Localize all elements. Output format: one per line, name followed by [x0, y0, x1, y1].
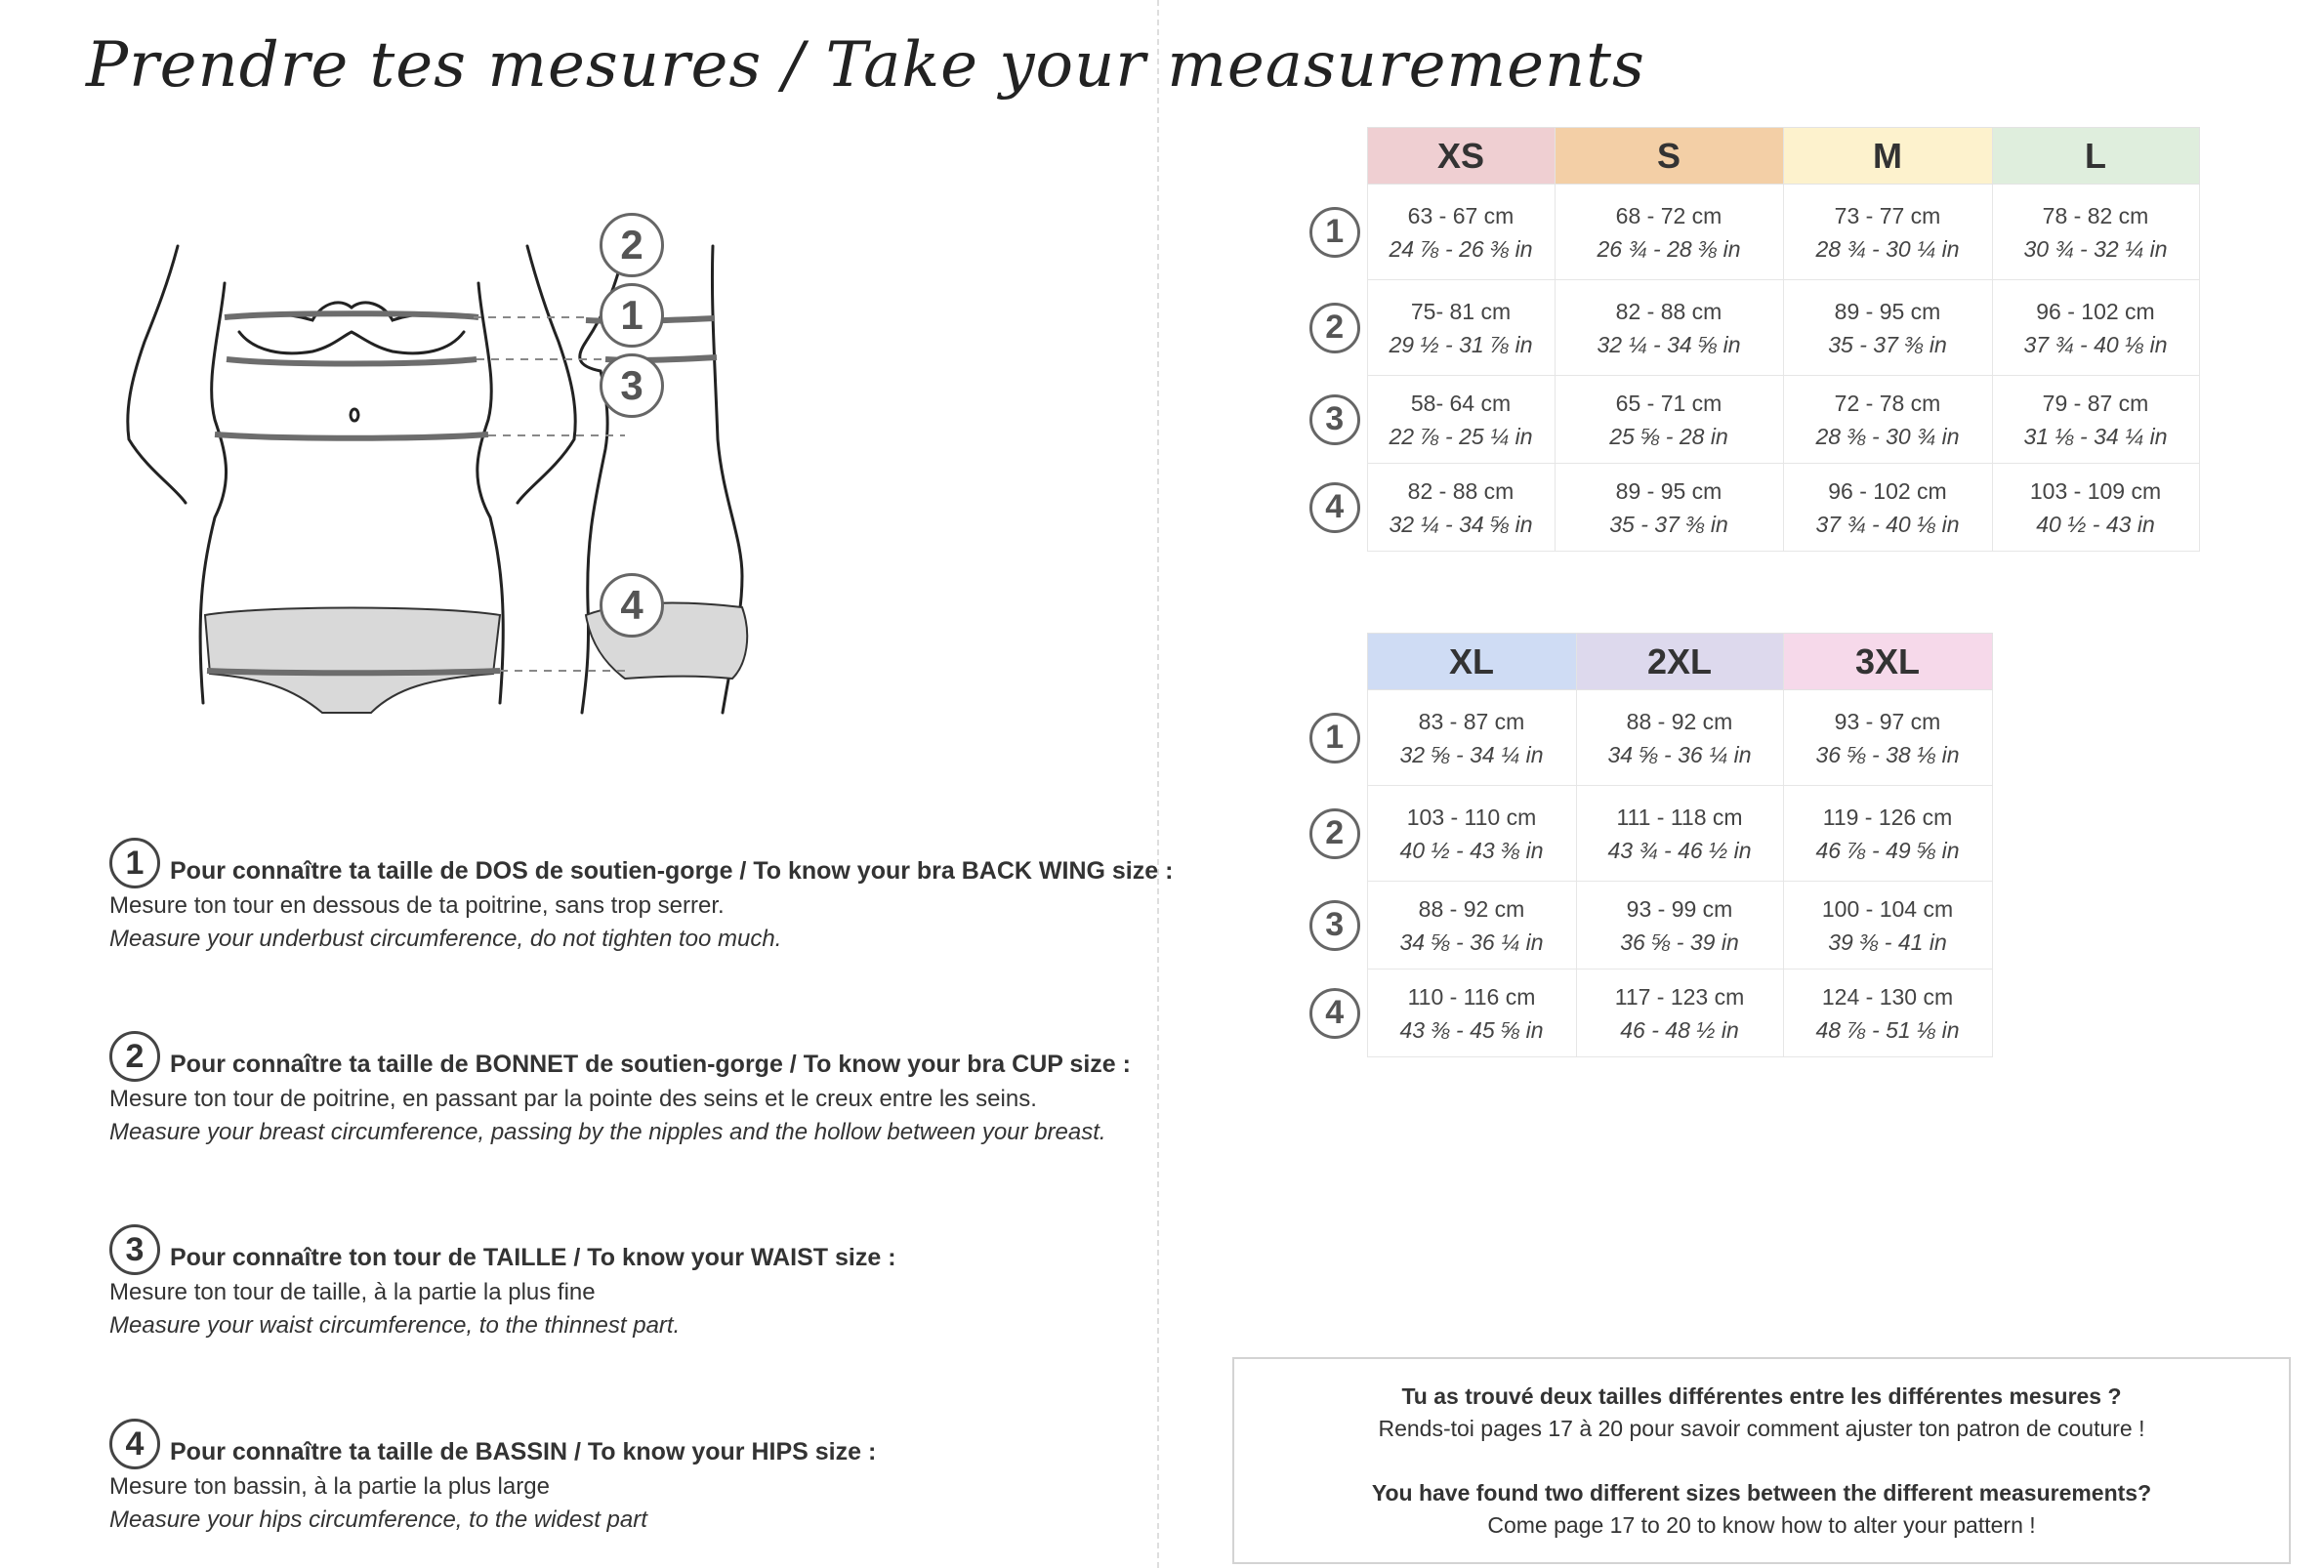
front-briefs	[205, 608, 500, 714]
instruction-number-4: 4	[109, 1419, 160, 1469]
table-row	[1308, 464, 2199, 552]
table-cell: 110 - 116 cm 43 ⅜ - 45 ⅝ in	[1367, 970, 1576, 1057]
figure-marker-3: 3	[600, 353, 664, 418]
size-header-m: M	[1783, 128, 1992, 185]
row-marker-2: 2	[1309, 303, 1360, 353]
table-row	[1308, 185, 2199, 280]
table-cell: 82 - 88 cm 32 ¼ - 34 ⅝ in	[1367, 464, 1555, 552]
table-cell: 68 - 72 cm 26 ¾ - 28 ⅜ in	[1555, 185, 1783, 280]
table-cell: 78 - 82 cm 30 ¾ - 32 ¼ in	[1992, 185, 2199, 280]
size-table-xl-3xl	[1308, 633, 1993, 1057]
row-marker-2: 2	[1309, 808, 1360, 859]
table-cell: 96 - 102 cm 37 ¾ - 40 ⅛ in	[1783, 464, 1992, 552]
size-table-xs-l	[1308, 127, 2200, 552]
table-cell: 63 - 67 cm 24 ⅞ - 26 ⅜ in	[1367, 185, 1555, 280]
size-header-l: L	[1992, 128, 2199, 185]
instruction-text-fr: Mesure ton tour de taille, à la partie la plus fine	[109, 1279, 596, 1305]
note-text-fr: Rends-toi pages 17 à 20 pour savoir comment ajuster ton patron de couture !	[1378, 1416, 2145, 1441]
row-marker-1: 1	[1309, 713, 1360, 763]
figure-marker-4: 4	[600, 573, 664, 638]
table-cell: 96 - 102 cm 37 ¾ - 40 ⅛ in	[1992, 280, 2199, 376]
size-header-xl: XL	[1367, 634, 1576, 690]
table-cell: 82 - 88 cm 32 ¼ - 34 ⅝ in	[1555, 280, 1783, 376]
instruction-number-1: 1	[109, 838, 160, 888]
front-line-4	[207, 671, 500, 673]
front-line-2	[225, 313, 478, 317]
table-cell: 111 - 118 cm 43 ¾ - 46 ½ in	[1576, 786, 1783, 882]
table-cell: 73 - 77 cm 28 ¾ - 30 ¼ in	[1783, 185, 1992, 280]
table-row	[1308, 376, 2199, 464]
row-marker-4: 4	[1309, 482, 1360, 533]
row-marker-1: 1	[1309, 207, 1360, 258]
instruction-heading: Pour connaître ta taille de BONNET de soutien-gorge / To know your bra CUP size :	[170, 1051, 1131, 1078]
size-header-2xl: 2XL	[1576, 634, 1783, 690]
instruction-heading: Pour connaître ton tour de TAILLE / To know your WAIST size :	[170, 1244, 896, 1271]
page-divider	[1157, 0, 1159, 1568]
table-cell: 103 - 110 cm 40 ½ - 43 ⅜ in	[1367, 786, 1576, 882]
table-cell: 124 - 130 cm 48 ⅞ - 51 ⅛ in	[1783, 970, 1992, 1057]
table-cell: 65 - 71 cm 25 ⅝ - 28 in	[1555, 376, 1783, 464]
table-cell: 89 - 95 cm 35 - 37 ⅜ in	[1555, 464, 1783, 552]
instruction-text-fr: Mesure ton tour de poitrine, en passant par la pointe des seins et le creux entre les seins.	[109, 1086, 1037, 1112]
table-cell: 83 - 87 cm 32 ⅝ - 34 ¼ in	[1367, 690, 1576, 786]
instruction-1	[109, 840, 1174, 953]
front-line-3	[215, 434, 488, 438]
table-cell: 88 - 92 cm 34 ⅝ - 36 ¼ in	[1576, 690, 1783, 786]
table-cell: 117 - 123 cm 46 - 48 ½ in	[1576, 970, 1783, 1057]
table-cell: 72 - 78 cm 28 ⅜ - 30 ¾ in	[1783, 376, 1992, 464]
body-measurement-illustration	[117, 222, 957, 722]
instruction-number-3: 3	[109, 1224, 160, 1275]
note-box	[1232, 1357, 2291, 1564]
table-row	[1308, 970, 1992, 1057]
instruction-number-2: 2	[109, 1031, 160, 1082]
instruction-heading: Pour connaître ta taille de BASSIN / To know your HIPS size :	[170, 1438, 877, 1465]
row-marker-3: 3	[1309, 900, 1360, 951]
page-title: Prendre tes mesures / Take your measurements	[86, 29, 1645, 102]
table-row	[1308, 882, 1992, 970]
table-cell: 75- 81 cm 29 ½ - 31 ⅞ in	[1367, 280, 1555, 376]
figure-marker-2: 2	[600, 213, 664, 277]
table-cell: 89 - 95 cm 35 - 37 ⅜ in	[1783, 280, 1992, 376]
instruction-text-en: Measure your hips circumference, to the widest part	[109, 1506, 647, 1533]
size-header-3xl: 3XL	[1783, 634, 1992, 690]
row-marker-4: 4	[1309, 988, 1360, 1039]
note-title-fr: Tu as trouvé deux tailles différentes entre les différentes mesures ?	[1401, 1383, 2122, 1409]
instruction-text-fr: Mesure ton bassin, à la partie la plus large	[109, 1473, 550, 1500]
table-cell: 93 - 97 cm 36 ⅝ - 38 ⅛ in	[1783, 690, 1992, 786]
table-cell: 103 - 109 cm 40 ½ - 43 in	[1992, 464, 2199, 552]
note-text-en: Come page 17 to 20 to know how to alter your pattern !	[1487, 1512, 2036, 1538]
table-cell: 119 - 126 cm 46 ⅞ - 49 ⅝ in	[1783, 786, 1992, 882]
body-figure-svg	[117, 244, 957, 722]
table-row	[1308, 690, 1992, 786]
row-marker-3: 3	[1309, 394, 1360, 445]
instruction-4	[109, 1421, 1086, 1534]
instruction-3	[109, 1226, 1086, 1340]
table-cell: 93 - 99 cm 36 ⅝ - 39 in	[1576, 882, 1783, 970]
table-cell: 100 - 104 cm 39 ⅜ - 41 in	[1783, 882, 1992, 970]
instruction-text-en: Measure your waist circumference, to the thinnest part.	[109, 1312, 681, 1339]
table-cell: 88 - 92 cm 34 ⅝ - 36 ¼ in	[1367, 882, 1576, 970]
instruction-heading: Pour connaître ta taille de DOS de soutien-gorge / To know your bra BACK WING size :	[170, 857, 1174, 885]
instruction-text-en: Measure your underbust circumference, do not tighten too much.	[109, 926, 782, 952]
instruction-2	[109, 1033, 1131, 1146]
table-row	[1308, 786, 1992, 882]
table-cell: 58- 64 cm 22 ⅞ - 25 ¼ in	[1367, 376, 1555, 464]
note-title-en: You have found two different sizes between the different measurements?	[1371, 1480, 2152, 1506]
table-row	[1308, 280, 2199, 376]
size-header-xs: XS	[1367, 128, 1555, 185]
instruction-text-fr: Mesure ton tour en dessous de ta poitrine, sans trop serrer.	[109, 892, 725, 919]
figure-marker-1: 1	[600, 283, 664, 348]
size-header-s: S	[1555, 128, 1783, 185]
table-cell: 79 - 87 cm 31 ⅛ - 34 ¼ in	[1992, 376, 2199, 464]
instruction-text-en: Measure your breast circumference, passing by the nipples and the hollow between your breast.	[109, 1119, 1106, 1145]
front-line-1	[227, 359, 477, 364]
